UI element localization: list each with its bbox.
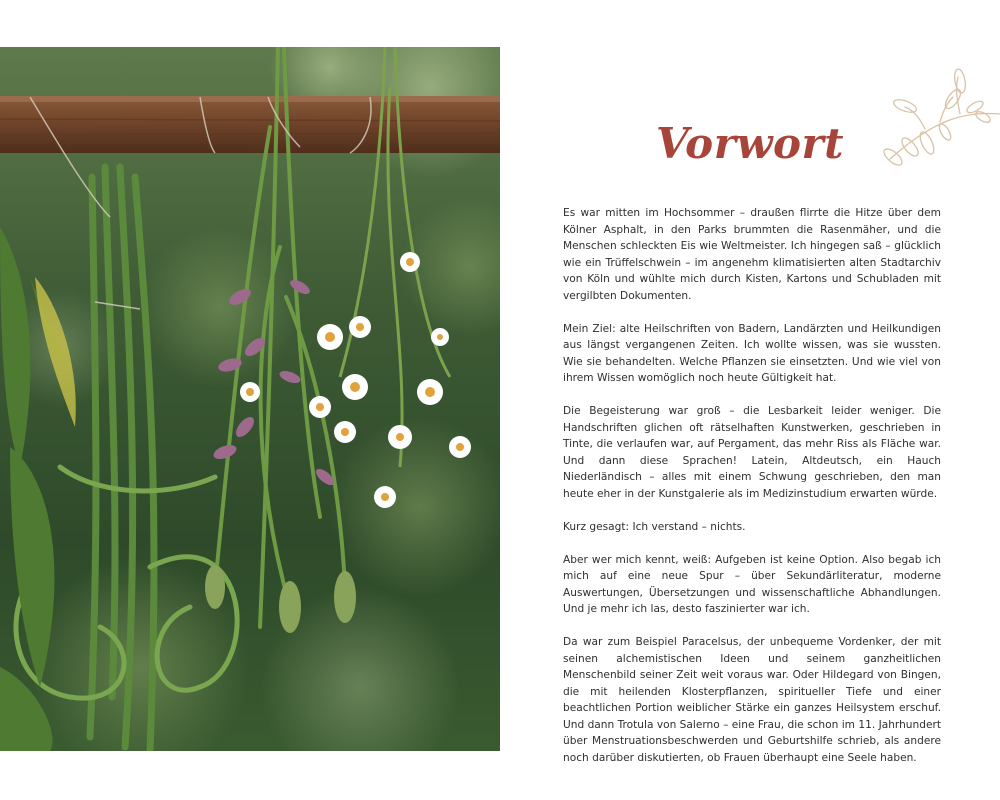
page-title: Vorwort xyxy=(655,119,845,168)
paragraph: Die Begeisterung war groß – die Lesbarkeit leider weniger. Die Handschriften glichen oft rätselhaften Kunstwerken, geschrieben in Tinte, die verlaufen war, auf Pergament, das mehr Riss als Fläche war. Und dann diese Sprachen! Latein, Altdeutsch, ein Hauch Niederländisch – alles mit einem Schwung geschrieben, den man heute eher in der Kunstgalerie als im Medizinstudium erwarten würde. xyxy=(563,405,941,500)
paragraph: Kurz gesagt: Ich verstand – nichts. xyxy=(563,520,746,533)
paragraph: Da war zum Beispiel Paracelsus, der unbequeme Vordenker, der mit seinen alchemistischen Ideen und seinem ganzheitlichen Menschenbild seiner Zeit weit voraus war. Oder Hildegard von Bingen, die mit heilenden Klosterpflanzen, spiritueller Tiefe und einer beachtlichen Portion weiblicher Stärke ein ganzes Heilsystem erschuf. Und dann Trotula von Salerno – eine Frau, die schon im 11. Jahrhundert über Menstruationsbeschwerden und Geburtshilfe schrieb, als andere noch darüber diskutierten, ob Frauen überhaupt eine Seele haben. xyxy=(563,636,941,764)
paragraph: Es war mitten im Hochsommer – draußen flirrte die Hitze über dem Kölner Asphalt, in den Parks brummten die Rasenmäher, und die Menschen schleckten Eis wie Weltmeister. Ich hingegen saß – glücklich wie ein Trüffelschwein – im angenehm klimatisierten alten Stadtarchiv von Köln und wühlte mich durch Kisten, Kartons und Schubladen mit vergilbten Dokumenten. xyxy=(563,207,941,302)
paragraph: Mein Ziel: alte Heilschriften von Badern, Landärzten und Heilkundigen aus längst vergangenen Zeiten. Ich wollte wissen, was sie wussten. Wie sie behandelten. Welche Pflanzen sie einsetzten. Und wie viel von ihrem Wissen womöglich noch heute Gültigkeit hat. xyxy=(563,322,941,384)
foreword-text xyxy=(563,205,941,766)
paragraph: Aber wer mich kennt, weiß: Aufgeben ist keine Option. Also begab ich mich auf eine neue Spur – über Sekundärliteratur, moderne Auswertungen, Übersetzungen und wissenschaftliche Abhandlungen. Und je mehr ich las, desto faszinierter war ich. xyxy=(563,553,941,615)
herbs-photo xyxy=(0,47,500,751)
text-page xyxy=(500,47,1000,764)
